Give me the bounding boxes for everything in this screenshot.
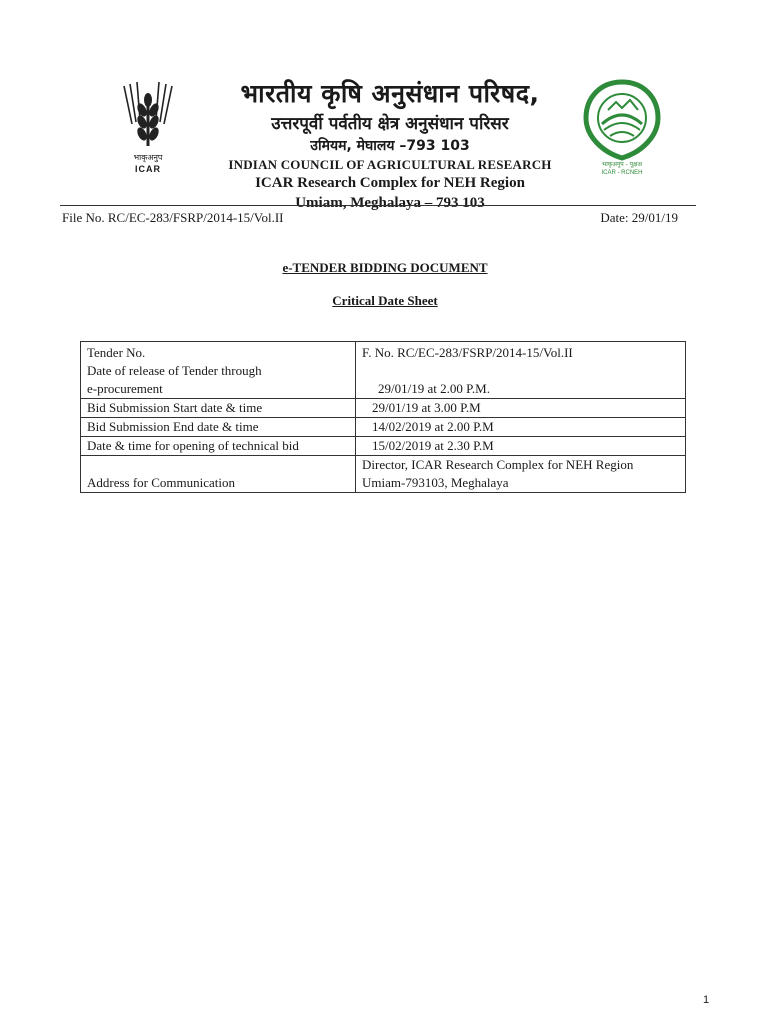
bid-end-value: 14/02/2019 at 2.00 P.M — [356, 417, 685, 436]
english-complex-name: ICAR Research Complex for NEH Region — [255, 175, 525, 191]
table-row — [81, 342, 686, 493]
critical-date-table — [80, 341, 686, 493]
bid-start-value: 29/01/19 at 3.00 P.M — [356, 398, 685, 417]
document-subtitle: Critical Date Sheet — [332, 293, 438, 308]
bid-end-label: Bid Submission End date & time — [81, 417, 355, 436]
english-council-name: INDIAN COUNCIL OF AGRICULTURAL RESEARCH — [228, 157, 552, 172]
left-logo-hindi: भाकृअनुप — [133, 153, 163, 162]
release-label-line2: e-procurement — [87, 381, 163, 396]
release-label-line1: Date of release of Tender through — [87, 363, 262, 378]
opening-value: 15/02/2019 at 2.30 P.M — [356, 436, 685, 455]
opening-label: Date & time for opening of technical bid — [81, 436, 355, 455]
letterhead-divider — [60, 205, 696, 206]
address-value-line2: Umiam-793103, Meghalaya — [362, 475, 509, 490]
page-number: 1 — [703, 994, 710, 1006]
address-value-line1: Director, ICAR Research Complex for NEH Region — [356, 455, 685, 474]
values-cell — [356, 342, 686, 493]
english-address: Umiam, Meghalaya – 793 103 — [295, 195, 485, 211]
hindi-council-name: भारतीय कृषि अनुसंधान परिषद, — [240, 79, 540, 108]
right-logo-text: ICAR - RCNEH — [601, 170, 643, 176]
address-label: Address for Communication — [87, 475, 236, 490]
file-number: File No. RC/EC-283/FSRP/2014-15/Vol.II — [62, 210, 284, 225]
document-date: Date: 29/01/19 — [600, 210, 678, 225]
right-logo-hindi: भाकृअनुप - पूक्षअ — [602, 161, 642, 168]
icar-logo — [110, 80, 186, 180]
tender-no-value: F. No. RC/EC-283/FSRP/2014-15/Vol.II — [362, 345, 573, 360]
leaf-globe-emblem-icon — [580, 78, 664, 162]
institution-heading — [200, 78, 580, 213]
hindi-address: उमियम, मेघालय –793 103 — [310, 138, 470, 154]
document-title: e-TENDER BIDDING DOCUMENT — [282, 260, 488, 275]
letterhead — [0, 0, 770, 210]
release-value: 29/01/19 at 2.00 P.M. — [378, 381, 490, 396]
tender-no-label: Tender No. — [87, 345, 146, 360]
labels-cell — [81, 342, 356, 493]
left-logo-text: ICAR — [135, 164, 161, 174]
bid-start-label: Bid Submission Start date & time — [81, 398, 355, 417]
rcneh-logo — [580, 78, 664, 182]
hindi-complex-name: उत्तरपूर्वी पर्वतीय क्षेत्र अनुसंधान परिसर — [271, 114, 509, 134]
